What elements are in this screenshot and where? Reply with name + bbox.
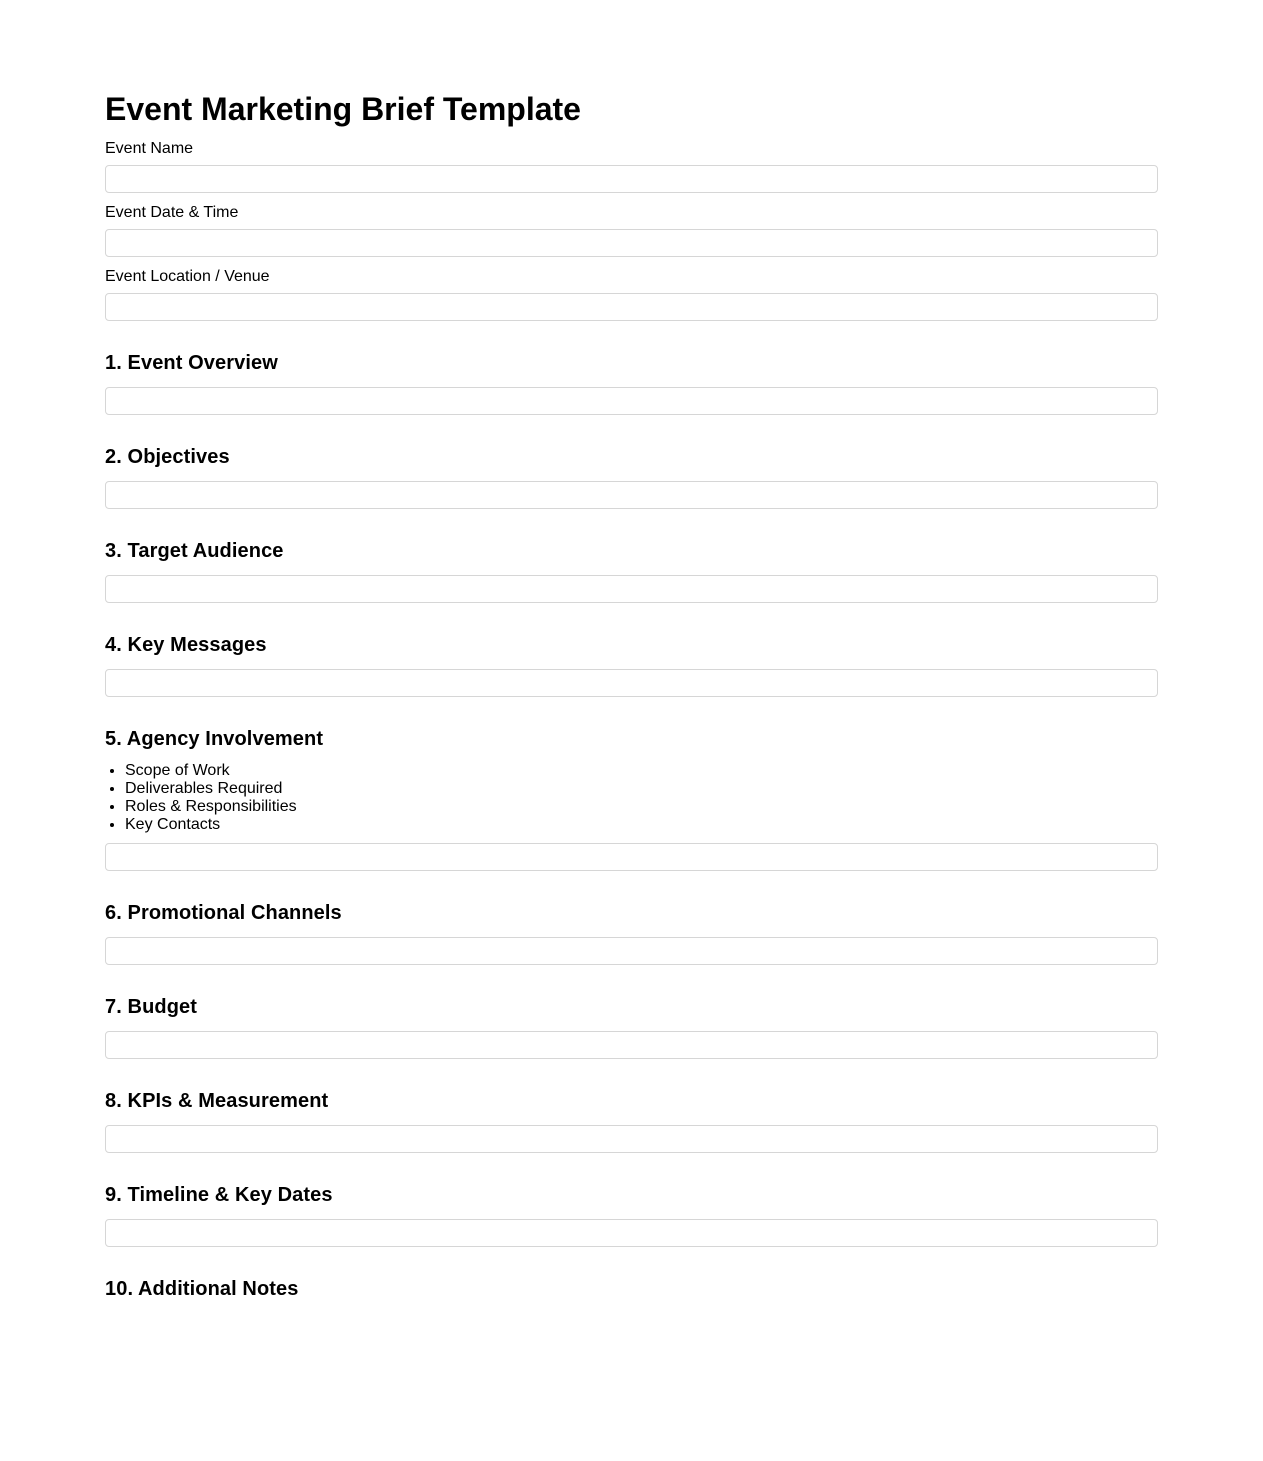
event-date-time-input[interactable] — [105, 229, 1158, 257]
agency-involvement-input[interactable] — [105, 843, 1158, 871]
section-heading-key-messages: 4. Key Messages — [105, 634, 267, 656]
event-location-input[interactable] — [105, 293, 1158, 321]
list-item: • Deliverables Required — [125, 780, 297, 798]
timeline-key-dates-input[interactable] — [105, 1219, 1158, 1247]
section-heading-budget: 7. Budget — [105, 996, 198, 1018]
kpis-measurement-input[interactable] — [105, 1125, 1158, 1153]
event-location-label: Event Location / Venue — [105, 268, 270, 285]
event-name-input[interactable] — [105, 165, 1158, 193]
list-item: • Roles & Responsibilities — [125, 798, 297, 816]
section-heading-agency-involvement: 5. Agency Involvement — [105, 728, 324, 750]
section-heading-objectives: 2. Objectives — [105, 446, 230, 468]
promotional-channels-input[interactable] — [105, 937, 1158, 965]
section-heading-event-overview: 1. Event Overview — [105, 352, 278, 374]
key-messages-input[interactable] — [105, 669, 1158, 697]
budget-input[interactable] — [105, 1031, 1158, 1059]
event-date-time-label: Event Date & Time — [105, 204, 239, 221]
event-name-label: Event Name — [105, 140, 194, 157]
section-heading-target-audience: 3. Target Audience — [105, 540, 284, 562]
agency-involvement-list — [105, 762, 297, 834]
section-heading-additional-notes: 10. Additional Notes — [105, 1278, 299, 1300]
page-title: Event Marketing Brief Template — [105, 91, 581, 127]
target-audience-input[interactable] — [105, 575, 1158, 603]
section-heading-timeline-key-dates: 9. Timeline & Key Dates — [105, 1184, 333, 1206]
list-item: • Scope of Work — [125, 762, 297, 780]
section-heading-kpis-measurement: 8. KPIs & Measurement — [105, 1090, 329, 1112]
event-overview-input[interactable] — [105, 387, 1158, 415]
objectives-input[interactable] — [105, 481, 1158, 509]
section-heading-promotional-channels: 6. Promotional Channels — [105, 902, 342, 924]
list-item: • Key Contacts — [125, 816, 297, 834]
